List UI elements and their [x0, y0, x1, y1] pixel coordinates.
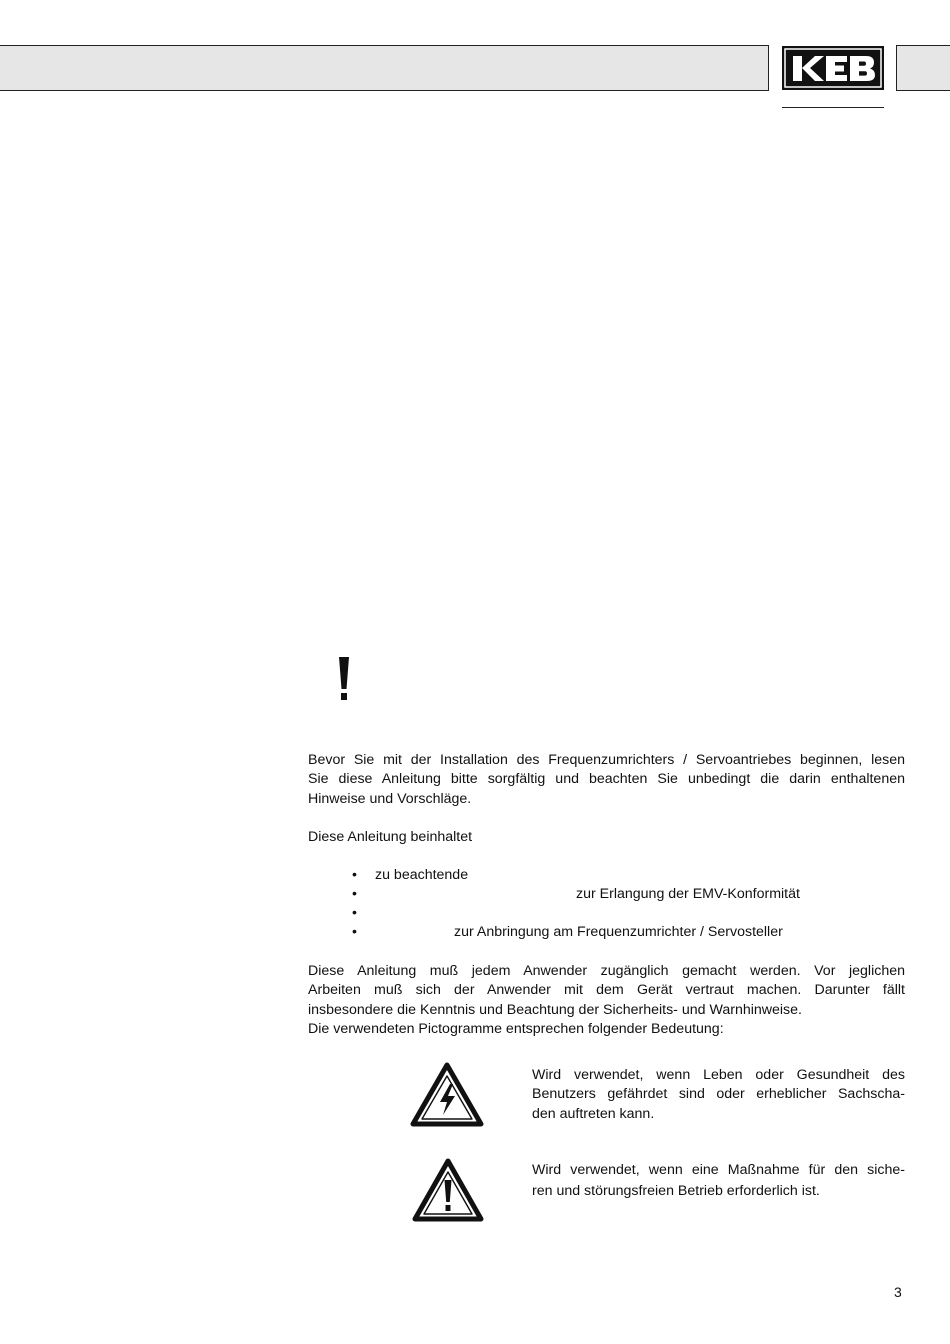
pictogram-intro: Die verwendeten Pictogramme entsprechen folgender Bedeutung:	[308, 1020, 724, 1037]
contents-heading: Diese Anleitung beinhaltet	[308, 829, 473, 845]
bullet-text: zur Anbringung am Frequenzumrichter / Servosteller	[454, 924, 783, 940]
pictogram-line: den auftreten kann.	[532, 1105, 655, 1122]
usage-line: insbesondere die Kenntnis und Beachtung der Sicherheits- und Warnhinweise.	[308, 1001, 802, 1018]
pictogram-line: ren und störungsfreien Betrieb erforderlich ist.	[532, 1183, 820, 1200]
usage-paragraph	[308, 962, 905, 1039]
intro-line: Hinweise und Vorschläge.	[308, 790, 472, 807]
page-number: 3	[894, 1284, 902, 1300]
pictogram-line: Wird verwendet, wenn eine Maßnahme für den siche-	[532, 1162, 905, 1178]
bullet-marker: •	[352, 886, 357, 902]
pictogram-description	[532, 1066, 905, 1124]
bullet-marker: •	[352, 905, 357, 921]
usage-line: Arbeiten muß sich der Anwender mit dem Gerät vertraut machen. Darunter fällt	[308, 982, 905, 999]
keb-logo	[782, 46, 884, 90]
intro-line: Sie diese Anleitung bitte sorgfältig und beachten Sie unbedingt die darin enthaltenen	[308, 771, 905, 788]
exclamation-icon	[334, 655, 354, 703]
pictogram-line: Benutzers gefährdet sind oder erheblicher Sachscha-	[532, 1086, 905, 1103]
pictogram-line: Wird verwendet, wenn Leben oder Gesundheit des	[532, 1067, 905, 1083]
intro-paragraph	[308, 751, 905, 809]
header-bar-right	[896, 45, 950, 91]
usage-line: Diese Anleitung muß jedem Anwender zugänglich gemacht werden. Vor jeglichen	[308, 963, 905, 979]
bullet-text: zur Erlangung der EMV-Konformität	[576, 886, 800, 902]
header-bar	[0, 45, 769, 91]
bullet-text: zu beachtende	[375, 867, 469, 883]
logo-underline	[782, 107, 884, 108]
high-voltage-warning-icon	[410, 1062, 484, 1128]
caution-warning-icon	[412, 1158, 484, 1223]
pictogram-description	[532, 1161, 905, 1202]
bullet-marker: •	[352, 867, 357, 883]
intro-line: Bevor Sie mit der Installation des Frequenzumrichters / Servoantriebes beginnen, lesen	[308, 752, 905, 768]
bullet-marker: •	[352, 924, 357, 940]
